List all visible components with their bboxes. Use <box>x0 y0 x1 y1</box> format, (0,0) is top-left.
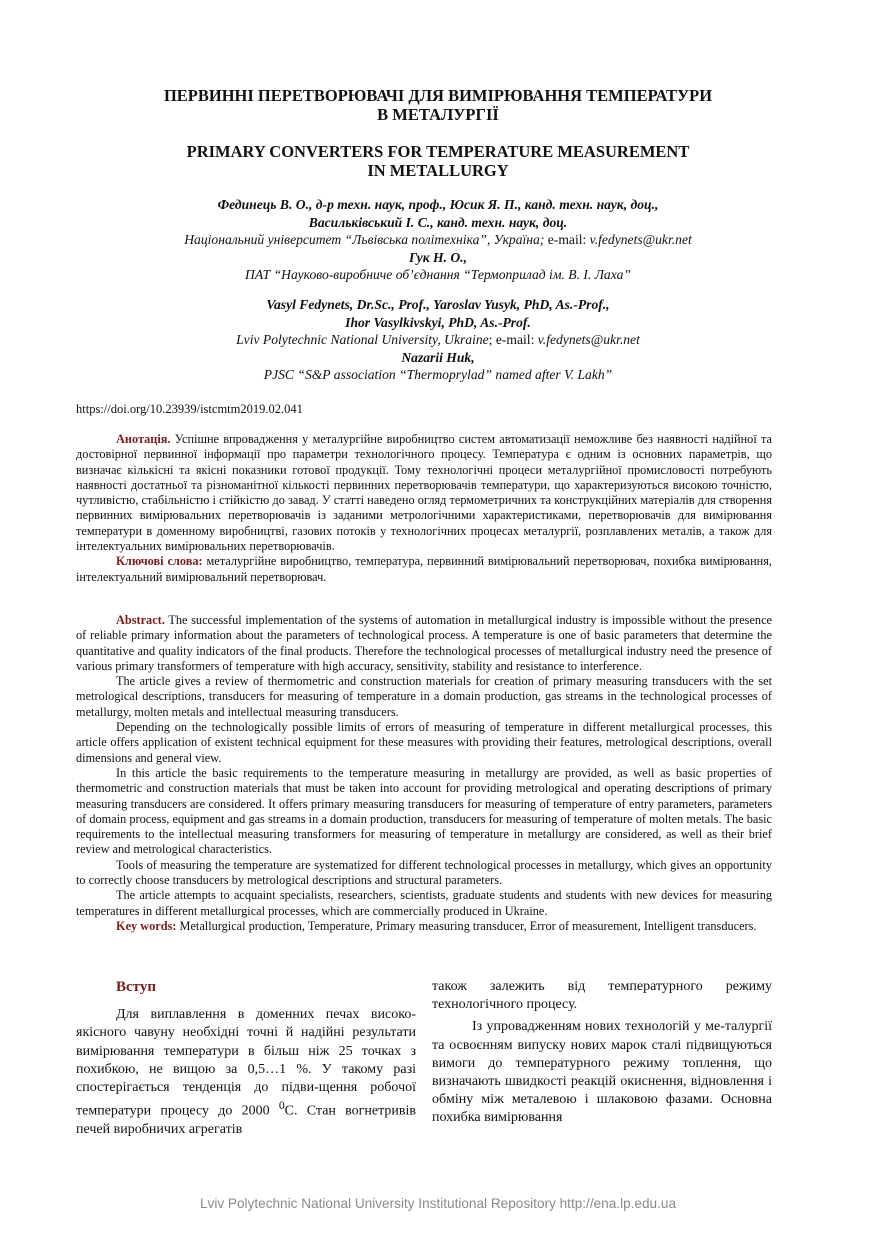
abstract-paragraph: Tools of measuring the temperature are systematized for different technological processes in metallurgy, which gives an opportunity to correctly choose transducers by metrological descriptions and structural parameters. <box>76 857 772 888</box>
annotation-label: Анотація. <box>116 432 171 446</box>
repository-footer: Lviv Polytechnic National University Institutional Repository http://ena.lp.edu.ua <box>199 1196 677 1211</box>
authors-english <box>0 296 876 384</box>
author-line: Nazarii Huk, <box>401 349 475 365</box>
author-line: Гук Н. О., <box>409 249 467 265</box>
affiliation-line: ПАТ “Науково-виробниче об’єднання “Термоприлад ім. В. І. Лаха” <box>245 267 631 283</box>
body-column-left <box>76 978 416 1139</box>
title-english: PRIMARY CONVERTERS FOR TEMPERATURE MEASUREMENT IN METALLURGY <box>186 142 690 180</box>
email-link[interactable]: v.fedynets@ukr.net <box>589 232 692 248</box>
affiliation-line: Національний університет “Львівська політехніка”, Україна; e-mail: v.fedynets@ukr.net <box>184 232 692 248</box>
email-link[interactable]: v.fedynets@ukr.net <box>537 332 640 348</box>
keywords-label: Ключові слова: <box>116 554 203 569</box>
body-paragraph: Для виплавлення в доменних печах високо-якісного чавуну необхідні точні й надійні результати вимірювання температури в більш ніж 25 точках з похибкою, не вищою за 0,5…1 %. У такому разі спостерігається тенденція до підви-щення робочої температури процесу до 2000 $^0$С. Стан вогнетривів печей виробничих агрегатів <box>76 1007 416 1138</box>
abstract-paragraph: The article attempts to acquaint specialists, researchers, scientists, graduate students and students with new devices for measuring temperatures in different metallurgical processes, which are commercially produced in Ukraine. <box>76 888 772 918</box>
title-ukrainian: ПЕРВИННІ ПЕРЕТВОРЮВАЧІ ДЛЯ ВИМІРЮВАННЯ ТЕМПЕРАТУРИ В МЕТАЛУРГІЇ <box>163 86 713 124</box>
section-heading: Вступ <box>116 979 156 995</box>
annotation-ukrainian <box>76 432 772 585</box>
abstract-english <box>76 613 772 934</box>
abstract-paragraph: The successful implementation of the systems of automation in metallurgical industry is impossible without the presence of reliable primary information about the parameters of technological process. A temperature is one of basic parameters that determine the quantitative and quality indicators of the final products. Therefore the technological processes of metallurgical industry need the presence of various primary transformers of temperature with high accuracy, sensitivity, stability and resistance to interference. <box>76 613 772 673</box>
author-line: Vasyl Fedynets, Dr.Sc., Prof., Yaroslav Yusyk, PhD, As.-Prof., <box>266 297 610 312</box>
abstract-paragraph: In this article the basic requirements to the temperature measuring in metallurgy are provided, as well as basic properties of thermometric and construction materials that must be taken into account for providing metrological and operating descriptions of primary measuring transducers are considered. It offers primary measuring transducers for measuring of temperature of entry parameters, parameters of domain process, equipment and gas streams in a domain production, transducers for measuring of temperature of molten metals. The basic requirements to the intellectual measuring transformers for measuring of temperature in metallurgy are considered, as well as their brief review and metrological characteristics. <box>76 765 772 857</box>
affiliation-line: Lviv Polytechnic National University, Ukraine; e-mail: v.fedynets@ukr.net <box>236 332 640 348</box>
abstract-paragraph: The article gives a review of thermometric and construction materials for creation of primary measuring transducers with the set metrological descriptions, transducers for measuring of temperature in a domain production, gas streams in the technological processes of metallurgy, molten metals and intellectual measuring transducers. <box>76 674 772 719</box>
keywords-label: Key words: <box>116 918 177 933</box>
authors-ukrainian <box>0 196 876 284</box>
author-line: Ihor Vasylkivskyi, PhD, As.-Prof. <box>345 314 531 330</box>
abstract-label: Abstract. <box>116 613 165 627</box>
doi-link[interactable]: https://doi.org/10.23939/istcmtm2019.02.041 <box>76 402 303 416</box>
abstract-paragraph: Depending on the technologically possible limits of errors of measuring of temperature in different metallurgical processes, this article offers application of existent technical equipment for these measures with providing their features, metrological descriptions, overall dimensions and general view. <box>76 720 772 765</box>
body-column-right <box>432 978 772 1128</box>
author-line: Фединець В. О., д-р техн. наук, проф., Юсик Я. П., канд. техн. наук, доц., <box>217 197 659 212</box>
keywords-text: металургійне виробництво, температура, первинний вимірювальний перетворювач, похибка вимірювання, інтелектуальний вимірювальний перетворювач. <box>76 554 772 584</box>
body-paragraph: також залежить від температурного режиму технологічного процесу. <box>432 979 772 1013</box>
affiliation-line: PJSC “S&P association “Thermoprylad” named after V. Lakh” <box>263 367 613 383</box>
annotation-text: Успішне впровадження у металургійне виробництво систем автоматизації неможливе без наявності надійної та достовірної первинної інформації про параметри технологічного процесу. Температура є одним із основних параметрів, що визначає кількісні та якісні показники готової продукції. Тому технологічні процеси металургійної промисловості потребують наявності достатньої та різноманітної кількості первинних перетворювачів температури, що характеризуються високою точністю, чутливістю, стабільністю і стійкістю до завад. У статті наведено огляд термометричних та конструкційних матеріалів для створення первинних вимірювальних перетворювачів із заданими метрологічними характеристиками, перетворювачів для вимірювання температури в доменному виробництві, газових потоків у технологічних процесах металургії, розплавлених металів, а також для інтелектуальних вимірювальних перетворювачів. <box>76 432 772 554</box>
author-line: Васильківський І. С., канд. техн. наук, доц. <box>308 214 568 230</box>
keywords-text: Metallurgical production, Temperature, Primary measuring transducer, Error of measurement, Intelligent transducers. <box>176 918 757 933</box>
body-paragraph: Із упровадженням нових технологій у ме-талургії та освоєнням випуску нових марок сталі підвищуються вимоги до температурного режиму топлення, що визначають швидкості реакцій окиснення, відновлення і обміну між металевою і шлаковою фазами. Основна похибка вимірювання <box>432 1019 772 1126</box>
